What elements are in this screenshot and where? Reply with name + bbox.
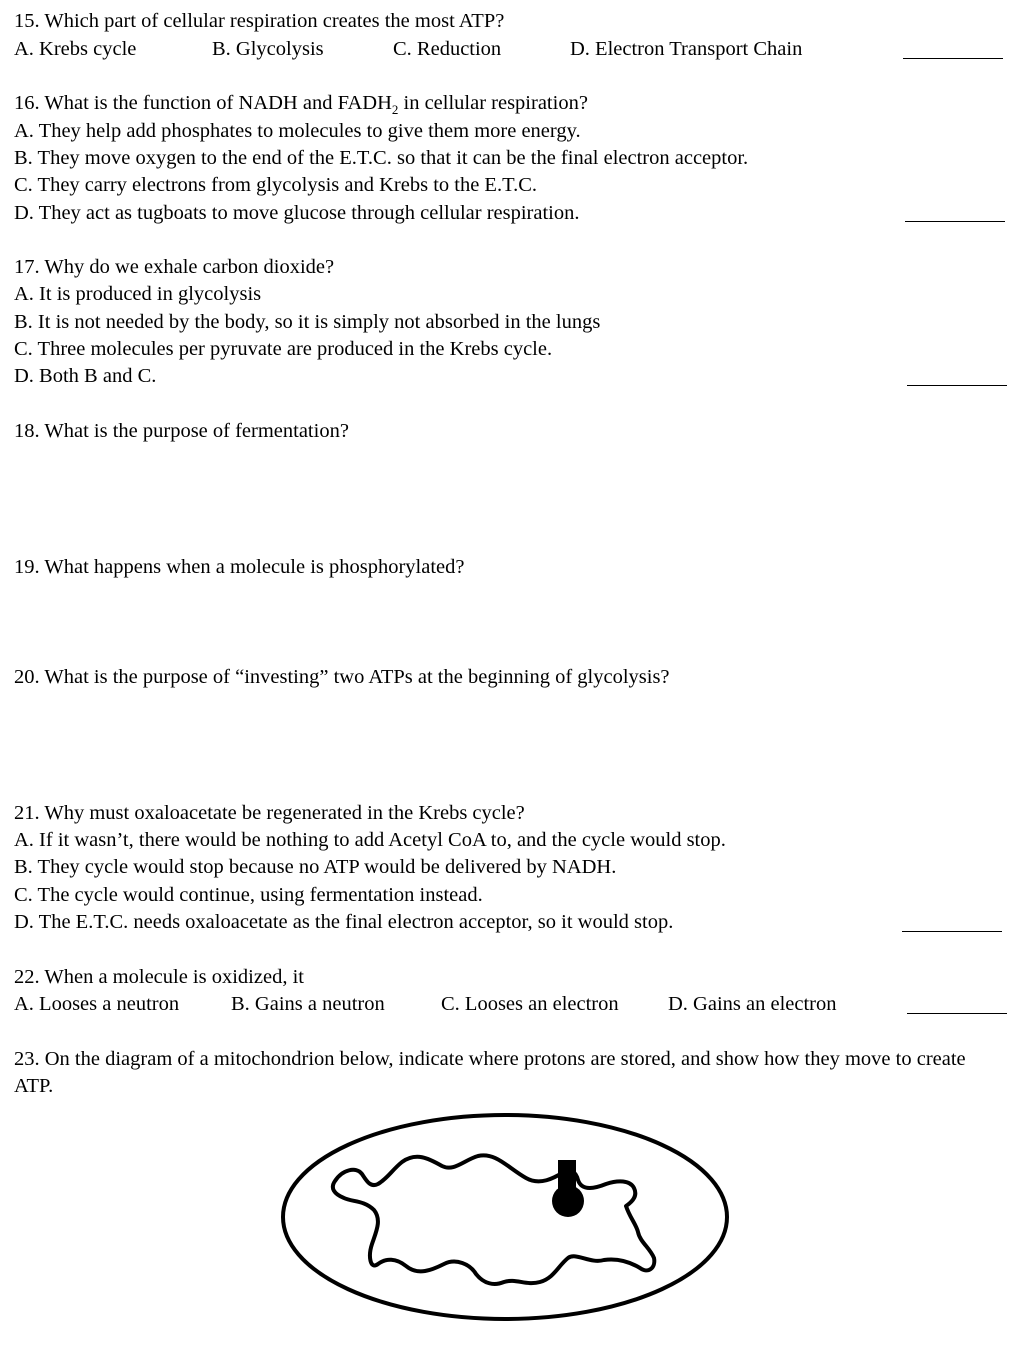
q22-answer-blank[interactable] xyxy=(907,1012,1007,1014)
mitochondrion-outer-membrane xyxy=(283,1115,727,1319)
q22-option-c: C. Looses an electron xyxy=(441,993,619,1015)
q20-question: 20. What is the purpose of “investing” two ATPs at the beginning of glycolysis? xyxy=(14,666,670,688)
q15-option-d: D. Electron Transport Chain xyxy=(570,38,803,60)
q22-question: 22. When a molecule is oxidized, it xyxy=(14,966,304,988)
q18-question: 18. What is the purpose of fermentation? xyxy=(14,420,349,442)
q21-question: 21. Why must oxaloacetate be regenerated in the Krebs cycle? xyxy=(14,802,525,824)
q16-option-d: D. They act as tugboats to move glucose through cellular respiration. xyxy=(14,202,580,224)
q20-answer-area[interactable] xyxy=(14,694,1004,794)
q21-option-c: C. The cycle would continue, using fermentation instead. xyxy=(14,884,483,906)
atp-synthase-head xyxy=(552,1185,584,1217)
q22-option-b: B. Gains a neutron xyxy=(231,993,385,1015)
mitochondrion-inner-membrane-cristae xyxy=(333,1155,654,1284)
q15-option-a: A. Krebs cycle xyxy=(14,38,137,60)
q17-option-c: C. Three molecules per pyruvate are produced in the Krebs cycle. xyxy=(14,338,553,360)
q22-option-d: D. Gains an electron xyxy=(668,993,837,1015)
q17-option-d: D. Both B and C. xyxy=(14,365,157,387)
q16-question-pre: 16. What is the function of NADH and FADH xyxy=(14,92,392,114)
q21-answer-blank[interactable] xyxy=(902,930,1002,932)
q16-option-b: B. They move oxygen to the end of the E.T.C. so that it can be the final electron acceptor. xyxy=(14,147,749,169)
q19-answer-area[interactable] xyxy=(14,584,1004,664)
q15-question: 15. Which part of cellular respiration creates the most ATP? xyxy=(14,10,505,32)
q17-option-a: A. It is produced in glycolysis xyxy=(14,283,262,305)
q21-option-a: A. If it wasn’t, there would be nothing to add Acetyl CoA to, and the cycle would stop. xyxy=(14,829,726,851)
q16-answer-blank[interactable] xyxy=(905,220,1005,222)
q15-answer-blank[interactable] xyxy=(903,57,1003,59)
q18-answer-area[interactable] xyxy=(14,448,1004,548)
q16-option-c: C. They carry electrons from glycolysis and Krebs to the E.T.C. xyxy=(14,174,538,196)
q15-option-c: C. Reduction xyxy=(393,38,502,60)
q21-option-d: D. The E.T.C. needs oxaloacetate as the final electron acceptor, so it would stop. xyxy=(14,911,674,933)
q21-option-b: B. They cycle would stop because no ATP would be delivered by NADH. xyxy=(14,856,617,878)
q16-question-subscript: 2 xyxy=(391,102,399,117)
q17-question: 17. Why do we exhale carbon dioxide? xyxy=(14,256,335,278)
mitochondrion-diagram[interactable] xyxy=(278,1108,738,1324)
q17-answer-blank[interactable] xyxy=(907,384,1007,386)
q16-option-a: A. They help add phosphates to molecules to give them more energy. xyxy=(14,120,581,142)
q19-question: 19. What happens when a molecule is phosphorylated? xyxy=(14,556,465,578)
q16-question-post: in cellular respiration? xyxy=(398,92,588,114)
q17-option-b: B. It is not needed by the body, so it is simply not absorbed in the lungs xyxy=(14,311,601,333)
q22-option-a: A. Looses a neutron xyxy=(14,993,180,1015)
q16-question xyxy=(14,91,588,122)
q23-question: 23. On the diagram of a mitochondrion below, indicate where protons are stored, and show how they move to create ATP. xyxy=(14,1048,966,1097)
q15-option-b: B. Glycolysis xyxy=(212,38,324,60)
